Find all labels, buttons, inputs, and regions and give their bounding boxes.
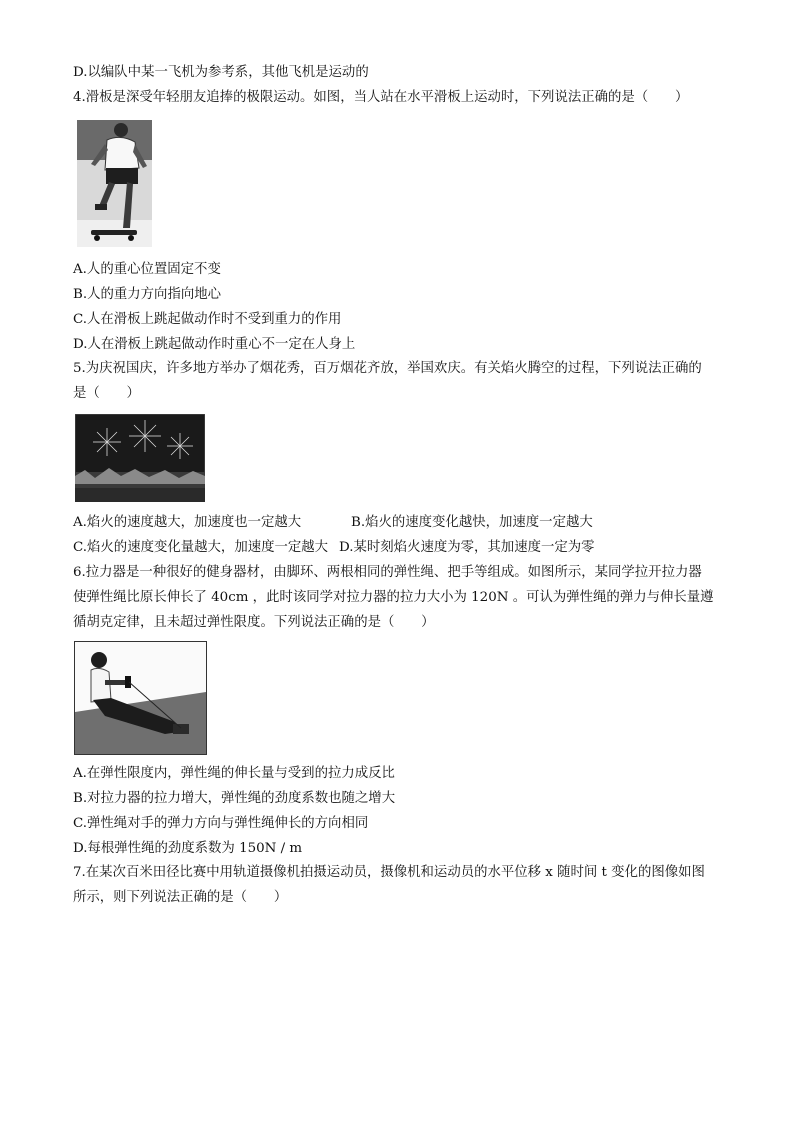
- q5-option-b: B.焰火的速度变化越快，加速度一定越大: [351, 515, 593, 530]
- q6-stem-line3: 循胡克定律，且未超过弹性限度。下列说法正确的是（ ）: [73, 615, 435, 630]
- q5-stem-line2: 是（ ）: [73, 386, 140, 401]
- q6-option-c: C.弹性绳对手的弹力方向与弹性绳伸长的方向相同: [73, 816, 369, 831]
- q3-option-d: D.以编队中某一飞机为参考系，其他飞机是运动的: [73, 65, 369, 80]
- q5-stem-line1: 5.为庆祝国庆，许多地方举办了烟花秀，百万烟花齐放，举国欢庆。有关焰火腾空的过程，下列说法正确的: [73, 361, 702, 376]
- skateboard-photo: [77, 120, 152, 247]
- q5-option-d: D.某时刻焰火速度为零，其加速度一定为零: [339, 540, 595, 555]
- q6-option-b: B.对拉力器的拉力增大，弹性绳的劲度系数也随之增大: [73, 791, 396, 806]
- q6-stem-line2: 使弹性绳比原长伸长了 40cm ，此时该同学对拉力器的拉力大小为 120N 。可认为弹性绳的弹力与伸长量遵: [73, 590, 714, 605]
- q4-stem: 4.滑板是深受年轻朋友追捧的极限运动。如图，当人站在水平滑板上运动时，下列说法正确的是（ ）: [73, 90, 689, 105]
- q4-option-b: B.人的重力方向指向地心: [73, 287, 222, 302]
- q6-option-a: A.在弹性限度内，弹性绳的伸长量与受到的拉力成反比: [73, 766, 395, 781]
- fireworks-photo: [75, 414, 205, 502]
- q5-option-a: A.焰火的速度越大，加速度也一定越大: [73, 515, 302, 530]
- q6-option-d: D.每根弹性绳的劲度系数为 150N / m: [73, 841, 303, 856]
- exerciser-photo: [74, 641, 207, 755]
- q7-stem-line1: 7.在某次百米田径比赛中用轨道摄像机拍摄运动员，摄像机和运动员的水平位移 x 随时间 t 变化的图像如图: [73, 865, 705, 880]
- q4-option-d: D.人在滑板上跳起做动作时重心不一定在人身上: [73, 337, 356, 352]
- q4-option-a: A.人的重心位置固定不变: [73, 262, 221, 277]
- q6-stem-line1: 6.拉力器是一种很好的健身器材，由脚环、两根相同的弹性绳、把手等组成。如图所示，某同学拉开拉力器: [73, 565, 702, 580]
- q5-option-c: C.焰火的速度变化量越大，加速度一定越大: [73, 540, 329, 555]
- q4-option-c: C.人在滑板上跳起做动作时不受到重力的作用: [73, 312, 342, 327]
- q7-stem-line2: 所示，则下列说法正确的是（ ）: [73, 890, 288, 905]
